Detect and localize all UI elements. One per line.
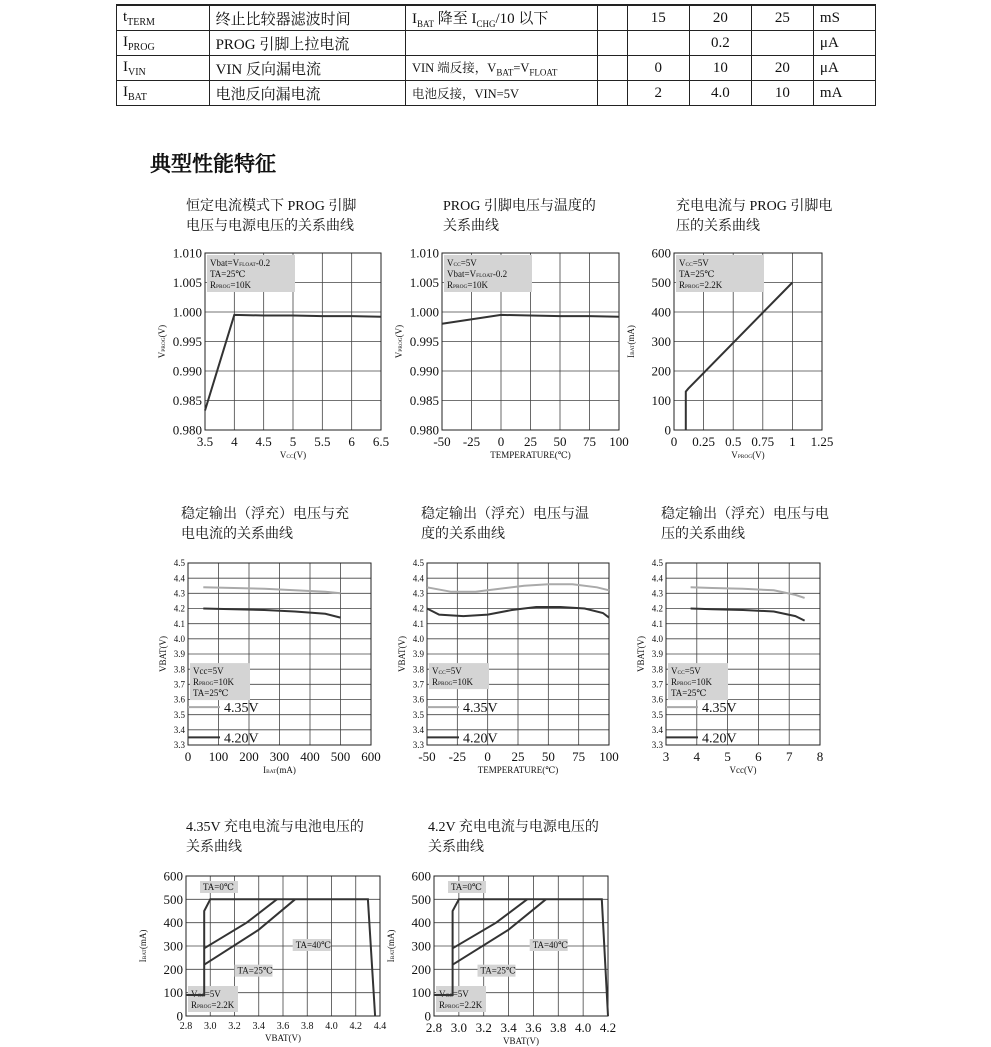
y-tick-label: 4.0: [173, 633, 185, 644]
x-tick-label: 3.0: [450, 1020, 467, 1035]
annotation-label: TA=25℃: [480, 965, 516, 976]
annotation-label: TA=40℃: [532, 940, 569, 950]
chart-title: 电电流的关系曲线: [181, 527, 293, 542]
y-tick-label: 0: [176, 1008, 183, 1024]
chart-title: 稳定输出（浮充）电压与充: [181, 507, 349, 522]
y-tick-label: 300: [651, 334, 671, 350]
series-line: [691, 587, 805, 598]
y-tick-label: 3.6: [412, 694, 424, 705]
y-tick-label: 4.5: [412, 558, 424, 569]
key-label: 4.20V: [224, 731, 259, 747]
y-tick-label: 0.990: [409, 363, 439, 379]
x-tick-label: 50: [541, 749, 555, 764]
x-axis-label: VCC(V): [279, 450, 307, 460]
y-tick-label: 0: [664, 422, 671, 438]
y-tick-label: 100: [163, 985, 183, 1001]
legend-entry: RPROG=10K: [432, 677, 473, 688]
x-tick-label: 3.8: [550, 1020, 567, 1035]
param-typ: 20: [689, 5, 751, 31]
y-tick-label: 3.8: [651, 664, 663, 675]
series-line: [453, 899, 546, 964]
x-tick-label: 0: [497, 434, 505, 449]
legend-entry: RPROG=2.2K: [679, 280, 723, 290]
x-tick-label: 3.4: [252, 1021, 265, 1032]
y-axis-label: VBAT(V): [158, 636, 168, 672]
param-symbol: $t_{TERM}$: [117, 5, 210, 31]
chart-title: 恒定电流模式下 PROG 引脚: [186, 199, 357, 214]
x-axis-label: Vcc(V): [729, 765, 757, 775]
x-tick-label: 8: [816, 749, 824, 764]
y-tick-label: 3.9: [651, 649, 663, 660]
y-tick-label: 1.005: [172, 275, 202, 291]
y-tick-label: 3.4: [412, 724, 424, 735]
y-tick-label: 1.005: [409, 275, 439, 291]
x-tick-label: 3.6: [525, 1020, 542, 1035]
x-tick-label: 6: [755, 749, 762, 764]
y-tick-label: 200: [651, 363, 671, 379]
key-label: 4.35V: [224, 701, 259, 717]
x-tick-label: 3.2: [228, 1021, 241, 1032]
annotation-label: TA=0℃: [451, 882, 482, 892]
chart-title: 稳定输出（浮充）电压与电: [661, 507, 829, 522]
y-tick-label: 4.2: [173, 603, 185, 614]
y-tick-label: 600: [411, 868, 431, 884]
x-axis-label: VBAT(V): [503, 1036, 539, 1046]
x-tick-label: 100: [609, 434, 629, 449]
x-tick-label: 4.2: [349, 1021, 362, 1032]
x-tick-label: 3.0: [204, 1021, 217, 1032]
y-tick-label: 200: [411, 961, 431, 977]
x-tick-label: 3.4: [500, 1020, 517, 1035]
x-tick-label: 200: [239, 749, 259, 764]
param-unit: μA: [813, 56, 875, 81]
legend-entry: Vcc=5V: [193, 666, 224, 677]
x-axis-label: VPROG(V): [731, 450, 765, 460]
x-tick-label: 3.2: [475, 1020, 492, 1035]
chart-c2: [394, 197, 629, 460]
y-tick-label: 4.3: [173, 588, 185, 599]
y-tick-label: 4.1: [173, 618, 185, 629]
key-label: 4.35V: [463, 701, 498, 717]
series-line: [686, 283, 793, 431]
y-tick-label: 200: [163, 961, 183, 977]
y-tick-label: 600: [651, 245, 671, 261]
y-tick-label: 0.980: [172, 422, 202, 438]
x-tick-label: 3.6: [276, 1021, 290, 1032]
y-tick-label: 0: [424, 1008, 431, 1024]
legend-entry: RPROG=10K: [193, 677, 234, 688]
x-tick-label: 4.5: [255, 434, 272, 449]
param-unit: mA: [813, 81, 875, 106]
x-tick-label: 4.2: [599, 1020, 617, 1035]
chart-title: 4.35V 充电电流与电池电压的: [186, 820, 364, 835]
y-tick-label: 3.8: [173, 664, 185, 675]
y-tick-label: 0.985: [172, 393, 202, 409]
x-axis-label: VBAT(V): [265, 1033, 301, 1043]
param-symbol: $I_{VIN}$: [117, 56, 210, 81]
x-tick-label: 75: [572, 749, 586, 764]
y-tick-label: 4.3: [412, 588, 424, 599]
y-tick-label: 3.5: [651, 709, 663, 720]
param-unit: μA: [813, 31, 875, 56]
series-line: [204, 899, 295, 964]
x-tick-label: -50: [418, 749, 436, 764]
legend-entry: VCC=5V: [432, 666, 462, 677]
x-tick-label: 600: [361, 749, 381, 764]
x-tick-label: 5: [289, 434, 297, 449]
section-title: 典型性能特征: [150, 152, 276, 176]
x-tick-label: 1.25: [810, 434, 834, 449]
y-tick-label: 3.7: [173, 679, 185, 690]
param-condition: $I_{BAT}$ 降至 $I_{CHG}/10$ 以下: [405, 5, 597, 31]
y-tick-label: 3.3: [651, 740, 663, 751]
param-typ: 4.0: [689, 81, 751, 106]
x-tick-label: 0.75: [751, 434, 775, 449]
x-tick-label: 100: [599, 749, 619, 764]
chart-c5: [397, 505, 619, 775]
x-axis-label: IBAT(mA): [263, 765, 296, 775]
x-tick-label: 0.25: [692, 434, 715, 449]
y-tick-label: 3.5: [412, 709, 424, 720]
y-tick-label: 4.5: [173, 558, 185, 569]
legend-entry: Vbat=VFLOAT-0.2: [210, 258, 271, 268]
y-tick-label: 4.2: [651, 603, 663, 614]
y-tick-label: 0.985: [409, 393, 439, 409]
param-unit: mS: [813, 5, 875, 31]
annotation-label: TA=0℃: [203, 882, 234, 892]
x-tick-label: 25: [511, 749, 525, 764]
y-tick-label: 1.010: [172, 245, 202, 261]
chart-title: 充电电流与 PROG 引脚电: [676, 199, 833, 214]
y-tick-label: 400: [163, 915, 183, 931]
y-tick-label: 1.010: [409, 245, 439, 261]
y-tick-label: 4.3: [651, 588, 663, 599]
x-tick-label: 1: [789, 434, 796, 449]
legend-entry: VCC=5V: [439, 989, 469, 999]
param-max: 20: [751, 56, 813, 81]
param-max: 25: [751, 5, 813, 31]
chart-title: 关系曲线: [428, 840, 484, 855]
y-tick-label: 500: [163, 891, 183, 907]
x-tick-label: 50: [553, 434, 567, 449]
y-tick-label: 0.995: [172, 334, 202, 350]
chart-c8: [386, 818, 616, 1046]
y-tick-label: 400: [411, 915, 431, 931]
param-condition: 电池反接，VIN=5V: [405, 81, 597, 106]
param-min: 2: [627, 81, 689, 106]
chart-title: 度的关系曲线: [421, 527, 505, 542]
y-tick-label: 3.4: [651, 724, 663, 735]
y-tick-label: 3.6: [173, 694, 185, 705]
legend-entry: VCC=5V: [679, 258, 709, 268]
x-axis-label: TEMPERATURE(℃): [490, 450, 571, 460]
y-tick-label: 3.9: [412, 649, 424, 660]
y-tick-label: 4.4: [173, 573, 185, 584]
y-axis-label: VPROG(V): [394, 324, 404, 359]
y-tick-label: 4.1: [412, 618, 424, 629]
legend-entry: RPROG=10K: [671, 677, 712, 688]
param-desc: PROG 引脚上拉电流: [209, 31, 405, 56]
chart-title: 稳定输出（浮充）电压与温: [421, 507, 589, 522]
x-tick-label: 400: [300, 749, 320, 764]
x-tick-label: 4.0: [325, 1021, 338, 1032]
y-axis-label: VBAT(V): [397, 636, 407, 672]
param-desc: 终止比较器滤波时间: [209, 5, 405, 31]
param-max: 10: [751, 81, 813, 106]
x-tick-label: 5: [724, 749, 731, 764]
legend-entry: VCC=5V: [447, 258, 477, 268]
y-tick-label: 500: [651, 275, 671, 291]
legend-entry: TA=25℃: [671, 688, 707, 699]
chart-c4: [158, 505, 381, 775]
x-tick-label: 0: [484, 749, 491, 764]
y-tick-label: 4.5: [651, 558, 663, 569]
y-tick-label: 100: [411, 985, 431, 1001]
y-tick-label: 300: [163, 938, 183, 954]
x-tick-label: 5.5: [314, 434, 331, 449]
y-axis-label: VBAT(V): [636, 636, 646, 672]
x-tick-label: 75: [583, 434, 596, 449]
legend-entry: RPROG=2.2K: [439, 1000, 483, 1010]
y-tick-label: 4.4: [651, 573, 663, 584]
x-tick-label: 4: [231, 434, 238, 449]
y-axis-label: IBAT(mA): [386, 929, 396, 963]
param-desc: VIN 反向漏电流: [209, 56, 405, 81]
x-tick-label: 6.5: [372, 434, 390, 449]
y-tick-label: 3.3: [173, 740, 185, 751]
chart-c6: [636, 505, 829, 775]
x-tick-label: 4: [693, 749, 701, 764]
legend-entry: VCC=5V: [671, 666, 701, 677]
y-tick-label: 100: [651, 393, 671, 409]
x-tick-label: 0.5: [725, 434, 742, 449]
x-tick-label: 0: [670, 434, 678, 449]
y-tick-label: 4.0: [412, 633, 424, 644]
legend-entry: VCC=5V: [191, 989, 221, 999]
param-typ: 10: [689, 56, 751, 81]
y-tick-label: 1.000: [172, 304, 202, 320]
param-min: 15: [627, 5, 689, 31]
legend-entry: RPROG=2.2K: [191, 1000, 235, 1010]
y-tick-label: 500: [411, 891, 431, 907]
y-axis-label: IBAT(mA): [138, 929, 148, 963]
y-tick-label: 600: [163, 868, 183, 884]
x-tick-label: 3.5: [196, 434, 214, 449]
x-tick-label: 3.8: [301, 1021, 314, 1032]
series-line: [203, 609, 340, 618]
x-tick-label: 2.8: [425, 1020, 443, 1035]
chart-title: 关系曲线: [186, 840, 242, 855]
y-tick-label: 4.0: [651, 633, 663, 644]
annotation-label: TA=40℃: [295, 940, 332, 950]
chart-c7: [138, 818, 386, 1043]
legend-entry: TA=25℃: [679, 269, 715, 279]
y-tick-label: 3.5: [173, 709, 185, 720]
key-label: 4.20V: [463, 731, 498, 747]
param-symbol: $I_{BAT}$: [117, 81, 210, 106]
chart-title: 电压与电源电压的关系曲线: [186, 219, 354, 234]
y-tick-label: 3.9: [173, 649, 185, 660]
x-tick-label: 6: [348, 434, 355, 449]
param-desc: 电池反向漏电流: [209, 81, 405, 106]
y-tick-label: 3.6: [651, 694, 663, 705]
chart-c3: [626, 197, 833, 460]
key-label: 4.35V: [702, 701, 737, 717]
y-tick-label: 4.1: [651, 618, 663, 629]
param-symbol: $I_{PROG}$: [117, 31, 210, 56]
y-tick-label: 4.4: [412, 573, 424, 584]
x-tick-label: 4.4: [373, 1021, 387, 1032]
chart-title: 4.2V 充电电流与电源电压的: [428, 820, 599, 835]
y-tick-label: 3.8: [412, 664, 424, 675]
y-tick-label: 400: [651, 304, 671, 320]
y-tick-label: 3.7: [412, 679, 424, 690]
y-tick-label: 3.7: [651, 679, 663, 690]
x-tick-label: 4.0: [575, 1020, 592, 1035]
y-tick-label: 3.4: [173, 724, 185, 735]
param-condition: VIN 端反接，$V_{BAT}=V_{FLOAT}$: [405, 56, 597, 81]
legend-entry: RPROG=10K: [210, 280, 251, 290]
chart-c1: [157, 197, 389, 460]
x-tick-label: -50: [433, 434, 451, 449]
y-axis-label: IBAT(mA): [626, 325, 636, 358]
y-tick-label: 1.000: [409, 304, 439, 320]
x-tick-label: 3: [662, 749, 670, 764]
series-line: [691, 609, 805, 621]
y-tick-label: 300: [411, 938, 431, 954]
legend-entry: RPROG=10K: [447, 280, 488, 290]
param-typ: 0.2: [689, 31, 751, 56]
legend-entry: TA=25℃: [193, 688, 229, 699]
y-tick-label: 3.3: [412, 740, 424, 751]
y-axis-label: VPROG(V): [157, 324, 167, 359]
y-tick-label: 0.980: [409, 422, 439, 438]
chart-title: 压的关系曲线: [661, 527, 745, 542]
y-tick-label: 4.2: [412, 603, 424, 614]
x-tick-label: 0: [184, 749, 192, 764]
y-tick-label: 0.995: [409, 334, 439, 350]
legend-entry: Vbat=VFLOAT-0.2: [447, 269, 508, 279]
legend-entry: TA=25℃: [210, 269, 246, 279]
x-tick-label: 2.8: [179, 1021, 193, 1032]
chart-title: 压的关系曲线: [676, 219, 760, 234]
x-tick-label: 100: [208, 749, 229, 764]
y-tick-label: 0.990: [172, 363, 202, 379]
x-tick-label: 7: [785, 749, 793, 764]
param-min: 0: [627, 56, 689, 81]
x-tick-label: 25: [524, 434, 537, 449]
x-tick-label: -25: [448, 749, 467, 764]
series-line: [203, 587, 340, 593]
x-tick-label: 300: [269, 749, 290, 764]
x-axis-label: TEMPERATURE(℃): [477, 765, 559, 775]
chart-title: PROG 引脚电压与温度的: [443, 199, 596, 214]
x-tick-label: 500: [330, 749, 351, 764]
annotation-label: TA=25℃: [237, 965, 273, 976]
x-tick-label: -25: [462, 434, 481, 449]
chart-title: 关系曲线: [443, 219, 499, 234]
key-label: 4.20V: [702, 731, 737, 747]
